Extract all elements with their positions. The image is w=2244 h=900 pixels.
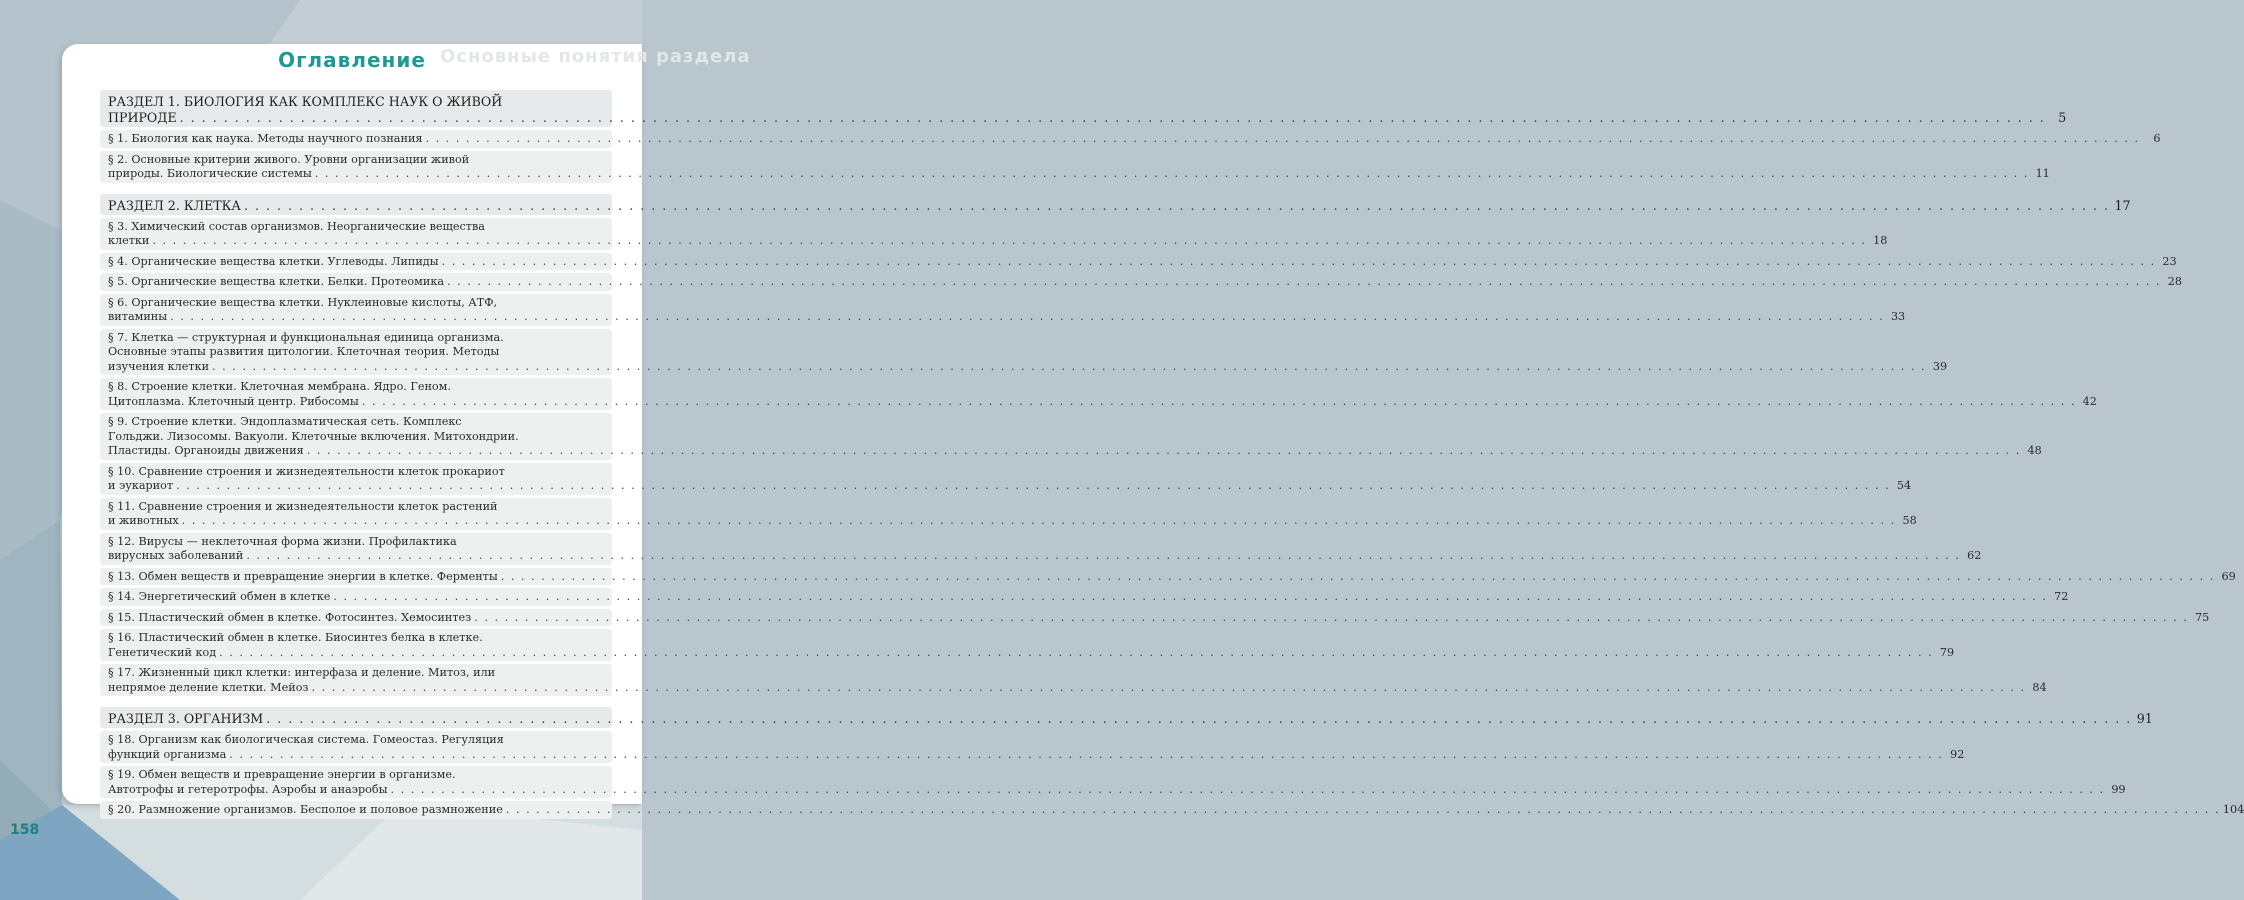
toc-item-8[interactable]: [100, 378, 2097, 410]
toc-text: § 4. Органические вещества клетки. Углеводы. Липиды: [108, 254, 439, 268]
toc-text: § 1. Биология как наука. Методы научного познания: [108, 132, 423, 145]
toc-text: § 9. Строение клетки. Эндоплазматическая сеть. Комплекс: [108, 415, 462, 428]
toc-page: 23: [2162, 254, 2177, 268]
leader-dots: [312, 681, 2026, 696]
toc-text: Автотрофы и гетеротрофы. Аэробы и анаэробы: [108, 782, 388, 796]
toc-text: § 7. Клетка — структурная и функциональная единица организма.: [108, 330, 504, 344]
toc-item-3[interactable]: [100, 218, 1888, 250]
toc-item-5[interactable]: [100, 273, 2183, 291]
toc-page: 62: [1967, 549, 1982, 562]
toc-text: § 8. Строение клетки. Клеточная мембрана. Ядро. Геном.: [108, 380, 451, 393]
toc-item-6[interactable]: [100, 294, 1906, 326]
toc-text: § 6. Органические вещества клетки. Нуклеиновые кислоты, АТФ,: [108, 295, 498, 309]
leader-dots: [152, 234, 1866, 249]
toc-text: § 5. Органические вещества клетки. Белки. Протеомика: [108, 275, 444, 288]
toc-text: функций организма: [108, 747, 227, 761]
page-number: 158: [10, 822, 40, 838]
leader-dots: [176, 479, 1890, 494]
toc-text: § 20. Размножение организмов. Бесполое и половое размножение: [108, 803, 503, 816]
leader-dots: [182, 514, 1896, 529]
toc-text: § 3. Химический состав организмов. Неорганические вещества: [108, 219, 485, 233]
leader-dots: [447, 275, 2161, 290]
toc-section-2[interactable]: [100, 194, 2131, 215]
toc-page: 92: [1950, 747, 1965, 761]
toc-item-18[interactable]: [100, 731, 1965, 763]
toc-text: § 17. Жизненный цикл клетки: интерфаза и деление. Митоз, или: [108, 666, 496, 679]
toc-item-16[interactable]: [100, 629, 1955, 661]
toc-item-2[interactable]: [100, 151, 2050, 183]
leader-dots: [307, 444, 2021, 459]
leader-dots: [229, 748, 1943, 763]
leader-dots: [442, 255, 2156, 270]
toc-page: 6: [2153, 132, 2161, 145]
toc-page: 75: [2195, 610, 2210, 624]
toc-item-14[interactable]: [100, 588, 2069, 606]
toc-page: 84: [2032, 680, 2047, 694]
toc-text: Цитоплазма. Клеточный центр. Рибосомы: [108, 394, 359, 408]
toc-text: Гольджи. Лизосомы. Вакуоли. Клеточные включения. Митохондрии.: [108, 429, 519, 443]
leader-dots: [315, 167, 2029, 182]
toc-page: 69: [2221, 569, 2236, 583]
page-title: Оглавление: [278, 48, 426, 72]
leader-dots: [266, 711, 2132, 727]
toc-item-7[interactable]: [100, 329, 1948, 376]
toc-text: ПРИРОДЕ: [108, 110, 177, 125]
toc-page: 39: [1932, 359, 1948, 373]
toc-text: § 10. Сравнение строения и жизнедеятельности клеток прокариот: [108, 464, 505, 478]
toc-item-12[interactable]: [100, 533, 1982, 565]
toc-page: 5: [2058, 110, 2067, 125]
toc-text: Основные этапы развития цитологии. Клеточная теория. Методы: [108, 345, 500, 358]
leader-dots: [474, 611, 2188, 626]
toc-page: 58: [1902, 514, 1917, 527]
toc-page: 99: [2111, 782, 2126, 796]
toc-section-3[interactable]: [100, 707, 2153, 728]
toc-item-9[interactable]: [100, 413, 2042, 460]
leader-dots: [333, 590, 2047, 605]
leader-dots: [244, 198, 2110, 214]
toc-page: 48: [2027, 444, 2042, 457]
toc-text: природы. Биологические системы: [108, 167, 312, 180]
toc-text: Пластиды. Органоиды движения: [108, 444, 304, 457]
toc-text: § 19. Обмен веществ и превращение энергии в организме.: [108, 768, 456, 781]
toc-page: 54: [1896, 479, 1912, 492]
toc-text: § 16. Пластический обмен в клетке. Биосинтез белка в клетке.: [108, 631, 483, 644]
leader-dots: [212, 360, 1926, 375]
toc-item-10[interactable]: [100, 463, 1912, 495]
toc-text: и животных: [108, 514, 179, 527]
toc-item-19[interactable]: [100, 766, 2126, 798]
toc-text: § 2. Основные критерии живого. Уровни организации живой: [108, 152, 470, 166]
toc-page: 79: [1939, 645, 1955, 659]
leader-dots: [170, 310, 1884, 325]
toc-page: 28: [2167, 275, 2183, 288]
leader-dots: [246, 549, 1960, 564]
toc-page: 11: [2035, 167, 2050, 180]
leader-dots: [391, 783, 2105, 798]
toc-text: § 15. Пластический обмен в клетке. Фотосинтез. Хемосинтез: [108, 610, 472, 624]
toc-text: § 12. Вирусы — неклеточная форма жизни. Профилактика: [108, 534, 457, 548]
toc-text: § 13. Обмен веществ и превращение энергии в клетке. Ферменты: [108, 569, 498, 583]
toc-page: 104: [2222, 803, 2244, 816]
toc-page: 42: [2082, 394, 2097, 408]
toc-text: § 14. Энергетический обмен в клетке: [108, 590, 331, 603]
toc-item-4[interactable]: [100, 253, 2177, 271]
toc-text: витамины: [108, 310, 168, 323]
ghost-heading: Основные понятия раздела: [440, 46, 751, 67]
toc-text: § 11. Сравнение строения и жизнедеятельности клеток растений: [108, 499, 498, 513]
toc-page: 91: [2136, 711, 2153, 726]
toc-page: 18: [1873, 234, 1888, 247]
toc-item-15[interactable]: [100, 609, 2210, 627]
toc-page: 33: [1890, 310, 1906, 323]
toc-text: РАЗДЕЛ 2. КЛЕТКА: [108, 197, 241, 213]
leader-dots: [180, 110, 2046, 126]
toc-text: и эукариот: [108, 479, 174, 492]
toc-text: РАЗДЕЛ 3. ОРГАНИЗМ: [108, 711, 264, 726]
toc-page: 17: [2114, 197, 2131, 213]
leader-dots: [362, 395, 2076, 410]
toc-text: РАЗДЕЛ 1. БИОЛОГИЯ КАК КОМПЛЕКС НАУК О ЖИВОЙ: [108, 94, 503, 109]
toc-item-20[interactable]: [100, 801, 2244, 819]
leader-dots: [425, 132, 2139, 147]
toc-text: § 18. Организм как биологическая система. Гомеостаз. Регуляция: [108, 733, 504, 746]
leader-dots: [506, 803, 2220, 818]
leader-dots: [219, 646, 1933, 661]
toc-text: вирусных заболеваний: [108, 549, 244, 562]
toc-item-1[interactable]: [100, 130, 2161, 148]
leader-dots: [501, 570, 2215, 585]
toc-text: Генетический код: [108, 645, 217, 659]
toc-text: изучения клетки: [108, 359, 210, 373]
toc-item-17[interactable]: [100, 664, 2047, 696]
toc-text: непрямое деление клетки. Мейоз: [108, 680, 309, 694]
toc-text: клетки: [108, 234, 150, 247]
toc-item-13[interactable]: [100, 568, 2236, 586]
toc-section-1[interactable]: [100, 90, 2067, 127]
table-of-contents: [100, 90, 2244, 822]
toc-item-11[interactable]: [100, 498, 1917, 530]
toc-page: 72: [2054, 590, 2069, 603]
